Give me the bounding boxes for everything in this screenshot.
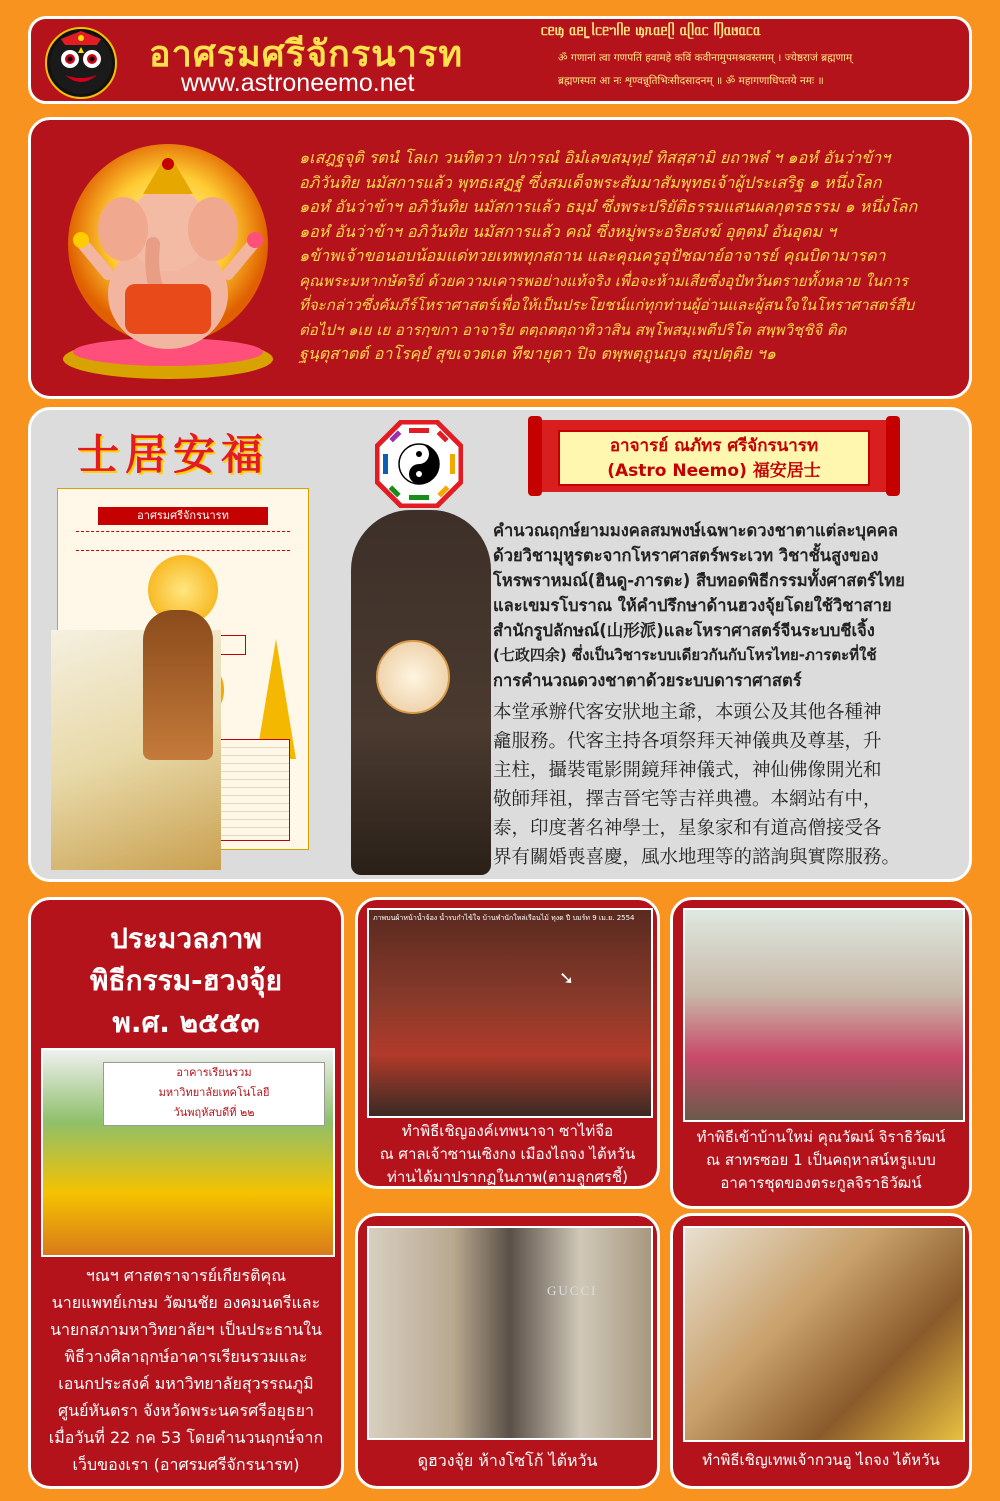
gallery-photo-box-3 <box>670 897 972 1209</box>
name-scroll-banner <box>528 416 900 496</box>
jagannath-logo <box>45 27 117 99</box>
shrine-photo <box>367 908 653 1118</box>
thai-description-line: สำนักรูปลักษณ์(山形派)และโหราศาสตร์จีนระบบชีเจิ้ง <box>493 621 875 640</box>
ceremony-photo-main <box>41 1048 335 1257</box>
blessing-line: ๑ข้าพเจ้าขอนอบน้อมแด่ทวยเทพทุกสถาน และคุณครูอุปัชฌาย์อาจารย์ คุณบิดามารดา <box>299 246 886 265</box>
buddha-statue-photo <box>143 610 213 760</box>
poster-header: อาศรมศรีจักรนารท <box>98 507 268 525</box>
gallery-title-line: พิธีกรรม-ฮวงจุ้ย <box>90 964 282 997</box>
thai-description-line: คำนวณฤกษ์ยามมงคลสมพงษ์เฉพาะดวงชาตาแต่ละบุคคล <box>493 521 899 540</box>
blessing-line: คุณพระมหากษัตริย์ ด้วยความเคารพอย่างแท้จริง เพื่อจะห้ามเสียซึ่งอุปัทวันตรายทั้งหลาย ในการ <box>299 271 908 290</box>
ganesha-icon <box>53 134 283 384</box>
blessing-line: ฐนฺตุสาตต์ อาโรคฺยํ สุขเจวตเต ทีฆายุตา ปิจ ตพฺพตฺถูนญฺจ สมฺปตฺติย ฯ๑ <box>299 344 776 363</box>
bagua-icon <box>375 420 463 508</box>
new-house-photo-caption: ทำพิธีเข้าบ้านใหม่ คุณวัฒน์ จิราธิวัฒน์ ณ สาทรซอย 1 เป็นคฤหาสน์หรูแบบ อาคารชุดของตระกูลจิราธิวัฒน์ <box>696 1128 946 1192</box>
khmer-script-line: ᥴᥱᥜ ᥲᥱᥧ ᥣᥴᥱᥐᥥᥱ ᥜᥰᥲᥱᥫ ᥲᥫᥲᥴ ᥬᥦᥲᥳᥲᥴᥲ <box>541 23 761 39</box>
chinese-description <box>493 698 968 872</box>
blessing-line: ต่อไปฯ ๑เย เย อารกฺขกา อาจาริย ตตฺถตตฺถาทิวาสิน สพฺโพสมฺเพตีปริโต สพฺพวิชฺชิจิ ติด <box>299 320 847 339</box>
ganesha-image <box>53 134 283 384</box>
sanskrit-mantra-line-1: ॐ गणानां त्वा गणपतिं हवामहे कविं कवीनामुपमश्रवस्तमम् । ज्येष्ठराजं ब्रह्मणाम् <box>558 52 853 64</box>
feng-shui-panel <box>28 407 972 882</box>
site-url[interactable]: www.astroneemo.net <box>181 69 415 97</box>
chinese-description-line: 泰，印度著名神學士，星象家和有道高僧接受各 <box>493 818 882 839</box>
jagannath-face-icon <box>47 29 115 97</box>
blessing-line: ๑อหํ อันว่าข้าฯ อภิวันทิย นมัสการแล้ว ธมฺมํ ซึ่งพระปริยัติธรรมแสนผลกุตรธรรม ๑ หนึ่งโลก <box>299 197 918 216</box>
sogo-mall-photo <box>367 1226 653 1440</box>
thai-description-line: โหรพราหมณ์(ฮินดู-ภารตะ) สืบทอดพิธีกรรมทั้งศาสตร์ไทย <box>493 571 905 590</box>
chinese-title: 士居安福 <box>77 430 270 479</box>
site-title: อาศรมศรีจักรนารท <box>149 34 464 75</box>
building-sign: อาคารเรียนรวม มหาวิทยาลัยเทคโนโลยี วันพฤหัสบดีที่ ๒๒ <box>103 1062 325 1126</box>
chinese-description-line: 龕服務。代客主持各項祭拜天神儀典及尊基，升 <box>493 731 882 752</box>
blessing-line: ๑อหํ อันว่าข้าฯ อภิวันทิย นมัสการแล้ว คณํ ซึ่งหมู่พระอริยสงฆ์ อุตฺตมํ อันอุดม ฯ <box>299 221 837 241</box>
sogo-photo-caption: ดูฮวงจุ้ย ห้างโซโก้ ไต้หวัน <box>417 1451 598 1470</box>
blessing-line: ที่จะกล่าวซึ่งคัมภีร์โหราศาสตร์เพื่อให้เป็นประโยชน์แก่ทุกท่านผู้อ่านและผู้สนใจในโหราศาสตร์สืบ <box>299 296 915 314</box>
teacher-name-english: (Astro Neemo) 福安居士 <box>607 461 821 481</box>
header-banner <box>28 16 972 104</box>
main-photo-caption: ฯณฯ ศาสตราจารย์เกียรติคุณ นายแพทย์เกษม วัฒนชัย องคมนตรีและ นายกสภามหาวิทยาลัยฯ เป็นประธานใน พิธีวางศิลาฤกษ์อาคารเรียนรวมและ เอนกประสงค์ มหาวิทยาลัยสุวรรณภูมิ ศูนย์หันตรา จังหวัดพระนครศรีอยุธยา เมื่อวันที่ 22 กค 53 โดยคำนวนฤกษ์จาก เว็บของเรา (อาศรมศรีจักรนารท) <box>48 1266 324 1474</box>
sanskrit-mantra-line-2: ब्रह्मणस्पत आ नः शृण्वन्नूतिभिःसीदसादनम् ॥ ॐ महागणाधिपतये नमः ॥ <box>558 75 824 87</box>
chinese-description-line: 主柱，攝裝電影開鏡拜神儀式，神仙佛像開光和 <box>493 760 882 781</box>
blessing-line: ๑เสฎฐจุติ รตนํ โลเก วนทิตวา ปการณํ อิมํเลขสมฺทฺยํ ทิสสฺสามิ ยถาพลํ ฯ ๑อหํ อันว่าข้าฯ <box>299 148 891 167</box>
thai-description-line: ด้วยวิชามุหูรตะจากโหราศาสตร์พระเวท วิชาชั้นสูงของ <box>493 546 879 565</box>
thai-description-line: การคำนวณดวงชาตาด้วยระบบดาราศาสตร์ <box>493 671 802 690</box>
gallery-title <box>31 918 341 1044</box>
guan-yu-photo-caption: ทำพิธีเชิญเทพเจ้ากวนอู ไถจง ไต้หวัน <box>702 1451 940 1469</box>
blessing-line: อภิวันทิย นมัสการแล้ว พุทธเสฏฐํ ซึ่งสมเด็จพระสัมมาสัมพุทธเจ้าผู้ประเสริฐ ๑ หนึ่งโลก <box>299 172 882 192</box>
gallery-photo-box-4 <box>355 1213 660 1489</box>
chinese-description-line: 敬師拜祖，擇吉晉宅等吉祥典禮。本網站有中， <box>493 789 882 810</box>
gallery-photo-box-2 <box>355 897 660 1189</box>
gallery-main-box <box>28 897 344 1489</box>
store-sign: GUCCI <box>547 1283 598 1298</box>
gallery-photo-box-5 <box>670 1213 972 1489</box>
new-house-ritual-photo <box>683 908 965 1122</box>
shrine-photo-caption: ทำพิธีเชิญองค์เทพนาจา ซาไท่จือ ณ ศาลเจ้าซานเซิงกง เมืองไถจง ไต้หวัน ท่านได้มาปรากฏในภาพ(ตามลูกศรชี้) <box>379 1122 636 1186</box>
gallery-title-line: ประมวลภาพ <box>110 922 262 955</box>
chinese-description-line: 界有關婚喪喜慶，風水地理等的諮詢與實際服務。 <box>493 847 901 868</box>
teacher-name-thai: อาจารย์ ณภัทร ศรีจักรนารท <box>609 436 819 456</box>
happy-buddha-statue <box>376 640 450 714</box>
thai-description-line: (七政四余) ซึ่งเป็นวิชาระบบเดียวกันกับโหรไทย-ภารตะที่ใช้ <box>493 646 877 664</box>
arrow-icon: ➘ <box>559 968 575 989</box>
blessing-panel <box>28 117 972 399</box>
thai-description-line: และเขมรโบราณ ให้คำปรึกษาด้านฮวงจุ้ยโดยใช้วิชาสาย <box>493 596 892 615</box>
chinese-description-line: 本堂承辦代客安狀地主爺，本頭公及其他各種神 <box>493 702 882 723</box>
blessing-text <box>299 146 959 367</box>
thai-description <box>493 518 963 693</box>
photo-date-stamp: ภาพบนผ้าหน้าน้ำจ้อง น้ำรบกำไข้ใจ บ้านพำนักใหล่เรือนไม้ ทุงด ปี บมร์ท 9 เม.ย. 2554 <box>373 914 635 922</box>
guan-yu-ritual-photo <box>683 1226 965 1442</box>
gallery-title-line: พ.ศ. ๒๕๕๓ <box>112 1006 260 1039</box>
